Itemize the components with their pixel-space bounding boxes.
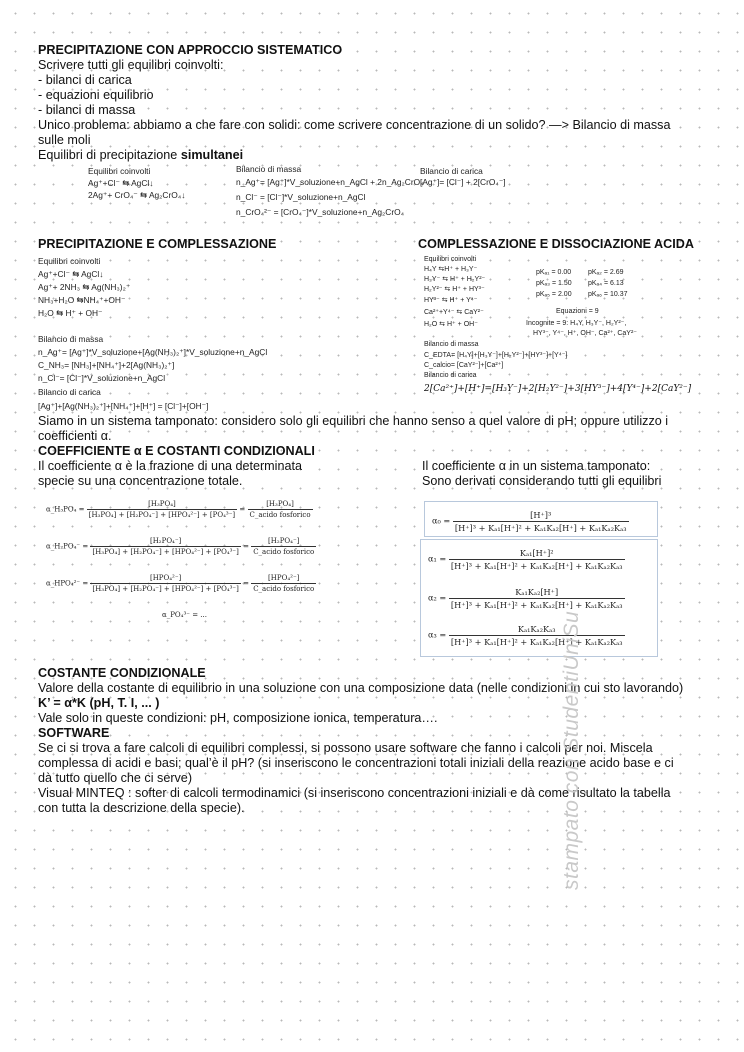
pk-value: pKₐ₅ = 2.00 — [536, 291, 572, 298]
section-title-precipitazione-sistematico: PRECIPITAZIONE CON APPROCCIO SISTEMATICO — [38, 43, 343, 57]
img-charge: [Ag⁺]= [Cl⁻] + 2[CrO₄⁻] — [420, 177, 506, 187]
text-bold: simultanei — [180, 148, 244, 162]
eq-line: H₂O ⇆ H⁺ + OH⁻ — [38, 308, 103, 318]
img-eq: 2Ag⁺+ CrO₄⁻ ⇆ Ag₂CrO₄↓ — [88, 190, 186, 200]
alpha-label: α₁ = — [428, 553, 447, 564]
bullet-line: - bilanci di massa — [38, 103, 136, 117]
charge-line: [Ag⁺]+[Ag(NH₃)₂⁺]+[NH₄⁺]+[H⁺] = [Cl⁻]+[OH⁻] — [38, 401, 209, 411]
text-line: Vale solo in queste condizioni: pH, composizione ionica, temperatura…. — [38, 711, 438, 725]
numerator: Kₐ₁[H⁺]² — [449, 548, 625, 560]
fraction — [453, 510, 629, 533]
denominator: [H₃PO₄] + [H₂PO₄⁻] + [HPO₄²⁻] + [PO₄³⁻] — [88, 511, 236, 519]
img-col2-title: Bilancio di massa — [236, 164, 302, 174]
alpha-formula-h3po4 — [46, 500, 313, 519]
img-col1-title: Equilibri coinvolti — [88, 166, 151, 176]
text-line: coefficienti α. — [38, 429, 112, 443]
pk-value: pKₐ₁ = 0.00 — [536, 269, 572, 276]
numerator: [H₂PO₄⁻] — [90, 537, 240, 547]
eq-line: H₂O ⇆ H⁺ + OH⁻ — [424, 321, 478, 328]
alpha-label: α_H₂PO₄⁻ = — [46, 542, 89, 551]
fraction — [90, 537, 240, 556]
equals: = — [243, 579, 249, 588]
denominator: C_acido fosforico — [253, 548, 315, 556]
eq-line: HY³⁻ ⇆ H⁺ + Y⁴⁻ — [424, 297, 478, 304]
numerator: [H₃PO₄] — [87, 500, 237, 510]
eq-line: H₂Y²⁻ ⇆ H⁺ + HY³⁻ — [424, 286, 485, 293]
pk-value: pKₐ₄ = 6.13 — [588, 280, 624, 287]
bullet-line: - bilanci di carica — [38, 73, 132, 87]
denominator: [H⁺]³ + Kₐ₁[H⁺]² + Kₐ₁Kₐ₂[H⁺] + Kₐ₁Kₐ₂Kₐ₃ — [450, 561, 623, 571]
mass-title: Bilancio di massa — [424, 341, 479, 348]
watermark: stampato con StudentiUniSu — [560, 610, 583, 890]
denominator: [H⁺]³ + Kₐ₁[H⁺]² + Kₐ₁Kₐ₂[H⁺] + Kₐ₁Kₐ₂Kₐ₃ — [454, 523, 627, 533]
img-mass: n_Ag⁺= [Ag⁺]*V_soluzione+n_AgCl + 2n_Ag₂CrO₄ — [236, 177, 424, 187]
alpha1-formula — [428, 548, 625, 571]
fraction — [449, 624, 625, 647]
equazioni-count: Equazioni = 9 — [556, 308, 599, 315]
img-eq: Ag⁺+Cl⁻ ⇆ AgCl↓ — [88, 178, 154, 188]
fraction — [248, 500, 313, 519]
alpha3-formula — [428, 624, 625, 647]
img-col3-title: Bilancio di carica — [420, 166, 483, 176]
text-line: Valore della costante di equilibrio in una soluzione con una composizione data (nelle condizioni in cui sto lavorando) — [38, 681, 684, 695]
text-line: Scrivere tutti gli equilibri coinvolti: — [38, 58, 224, 72]
pk-value: pKₐ₂ = 2.69 — [588, 269, 624, 276]
section-title-complessazione-dissociazione: COMPLESSAZIONE E DISSOCIAZIONE ACIDA — [418, 237, 694, 251]
fraction — [449, 548, 625, 571]
mass-line: C_EDTA= [H₄Y]+[H₃Y⁻]+[H₂Y²⁻]+[HY³⁻]+[Y⁴⁻] — [424, 352, 568, 359]
mass-title: Bilancio di massa — [38, 334, 104, 344]
fraction — [251, 537, 316, 556]
formula-bold: K’ = α*K (pH, T. I, ... ) — [38, 696, 160, 710]
numerator: [H₃PO₄] — [248, 500, 313, 510]
text-line: specie su una concentrazione totale. — [38, 474, 243, 488]
text-line: Sono derivati considerando tutti gli equilibri — [422, 474, 662, 488]
text-line: complessa di acidi e basi; qual’è il pH? (si inseriscono le concentrazioni totali iniziali della reazione acido base e ci — [38, 756, 674, 770]
alpha-label: α₀ = — [432, 515, 451, 526]
incognite-line: Incognite = 9: H₄Y, H₃Y⁻, H₂Y²⁻, — [526, 320, 627, 327]
section-title-coefficiente-alfa: COEFFICIENTE α E COSTANTI CONDIZIONALI — [38, 444, 315, 458]
equals: = — [243, 542, 249, 551]
eq-line: H₄Y ⇆H⁺ + H₃Y⁻ — [424, 266, 478, 273]
section-title-software: SOFTWARE — [38, 726, 110, 740]
eq-line: Ag⁺+ 2NH₃ ⇆ Ag(NH₃)₂⁺ — [38, 282, 131, 292]
text-line: Se ci si trova a fare calcoli di equilibri complessi, si possono usare software che fanno i calcoli per noi. Miscela — [38, 741, 653, 755]
eq-title: Equilibri coinvolti — [38, 256, 101, 266]
text-line: con tutta la descrizione della specie). — [38, 801, 245, 815]
eq-line: Ag⁺+Cl⁻ ⇆ AgCl↓ — [38, 269, 104, 279]
equals: = — [239, 505, 246, 514]
alpha-box — [420, 539, 658, 657]
numerator: Kₐ₁Kₐ₂Kₐ₃ — [449, 624, 625, 636]
mass-line: n_Ag⁺= [Ag⁺]*V_soluzione+[Ag(NH₃)₂⁺]*V_soluzione+n_AgCl — [38, 347, 268, 357]
fraction — [90, 574, 240, 593]
denominator: [H₃PO₄] + [H₂PO₄⁻] + [HPO₄²⁻] + [PO₄³⁻] — [92, 548, 239, 556]
mass-line: n_Cl⁻= [Cl⁻]*V_soluzione+n_AgCl — [38, 373, 166, 383]
text-line: Unico problema: abbiamo a che fare con solidi: come scrivere concentrazione di un solido? —> Bilancio di massa — [38, 118, 671, 132]
pk-value: pKₐ₃ = 1.50 — [536, 280, 572, 287]
pk-value: pKₐ₆ = 10.37 — [588, 291, 628, 298]
denominator: [H⁺]³ + Kₐ₁[H⁺]² + Kₐ₁Kₐ₂[H⁺] + Kₐ₁Kₐ₂Kₐ₃ — [450, 637, 623, 647]
eq-title: Equilibri coinvolti — [424, 256, 477, 263]
text-line-prefix: Equilibri di precipitazione — [38, 148, 181, 162]
numerator: Kₐ₁Kₐ₂[H⁺] — [449, 587, 625, 599]
alpha-formula-h2po4 — [46, 537, 316, 556]
alpha0-formula — [432, 510, 629, 533]
denominator: C_acido fosforico — [253, 585, 315, 593]
text-line: Il coefficiente α è la frazione di una determinata — [38, 459, 302, 473]
numerator: [HPO₄²⁻] — [90, 574, 240, 584]
numerator: [H⁺]³ — [453, 510, 629, 522]
charge-title: Bilancio di carica — [424, 372, 477, 379]
section-title-precipitazione-complessazione: PRECIPITAZIONE E COMPLESSAZIONE — [38, 237, 277, 251]
numerator: [H₂PO₄⁻] — [251, 537, 316, 547]
alpha-label: α₃ = — [428, 629, 447, 640]
mass-line: C_calcio= [CaY²⁻]+[Ca²⁺] — [424, 362, 504, 369]
alpha-label: α_H₃PO₄ = — [46, 505, 85, 514]
incognite-line: HY³⁻, Y⁴⁻, H⁺, OH⁻, Ca²⁺, CaY²⁻ — [533, 330, 638, 337]
text-line: sulle moli — [38, 133, 91, 147]
text-line: dà tutto quello che ci serve) — [38, 771, 193, 785]
text-line: Siamo in un sistema tamponato: considero solo gli equilibri che hanno senso a quel valore di pH; oppure utilizzo i — [38, 414, 669, 428]
text-line — [38, 148, 243, 163]
eq-line: Ca²⁺+Y⁴⁻ ⇆ CaY²⁻ — [424, 309, 484, 316]
denominator: C_acido fosforico — [249, 511, 311, 519]
mass-line: C_NH₃= [NH₃]+[NH₄⁺]+2[Ag(NH₃)₂⁺] — [38, 360, 175, 370]
numerator: [HPO₄²⁻] — [251, 574, 316, 584]
fraction — [87, 500, 237, 519]
denominator: [H₃PO₄] + [H₂PO₄⁻] + [HPO₄²⁻] + [PO₄³⁻] — [92, 585, 239, 593]
text-line: Visual MINTEQ : softer di calcoli termodinamici (si inseriscono concentrazioni iniziali e dà come risultato la tabella — [38, 786, 671, 800]
alpha-label: α₂ = — [428, 592, 447, 603]
alpha2-formula — [428, 587, 625, 610]
fraction — [251, 574, 316, 593]
eq-line: H₃Y⁻ ⇆ H⁺ + H₂Y²⁻ — [424, 276, 486, 283]
charge-title: Bilancio di carica — [38, 387, 101, 397]
text-line: Il coefficiente α in un sistema tamponato: — [422, 459, 651, 473]
alpha-label: α_HPO₄²⁻ = — [46, 579, 89, 588]
eq-line: NH₃+H₂O ⇆NH₄⁺+OH⁻ — [38, 295, 126, 305]
alpha-formula-hpo4 — [46, 574, 316, 593]
section-title-costante-condizionale: COSTANTE CONDIZIONALE — [38, 666, 206, 680]
fraction — [449, 587, 625, 610]
img-mass: n_CrO₄²⁻ = [CrO₄⁻]*V_soluzione+n_Ag₂CrO₄ — [236, 207, 405, 217]
alpha0-box — [424, 501, 658, 537]
bullet-line: - equazioni equilibrio — [38, 88, 154, 102]
charge-handwritten: 2[Ca²⁺]+[H⁺]=[H₃Y⁻]+2[H₂Y²⁻]+3[HY³⁻]+4[Y⁴⁻]+2[CaY²⁻] — [424, 384, 692, 394]
alpha-formula-po4: α_PO₄³⁻ = ... — [162, 611, 207, 619]
img-mass: n_Cl⁻ = [Cl⁻]*V_soluzione+n_AgCl — [236, 192, 366, 202]
denominator: [H⁺]³ + Kₐ₁[H⁺]² + Kₐ₁Kₐ₂[H⁺] + Kₐ₁Kₐ₂Kₐ₃ — [450, 600, 623, 610]
